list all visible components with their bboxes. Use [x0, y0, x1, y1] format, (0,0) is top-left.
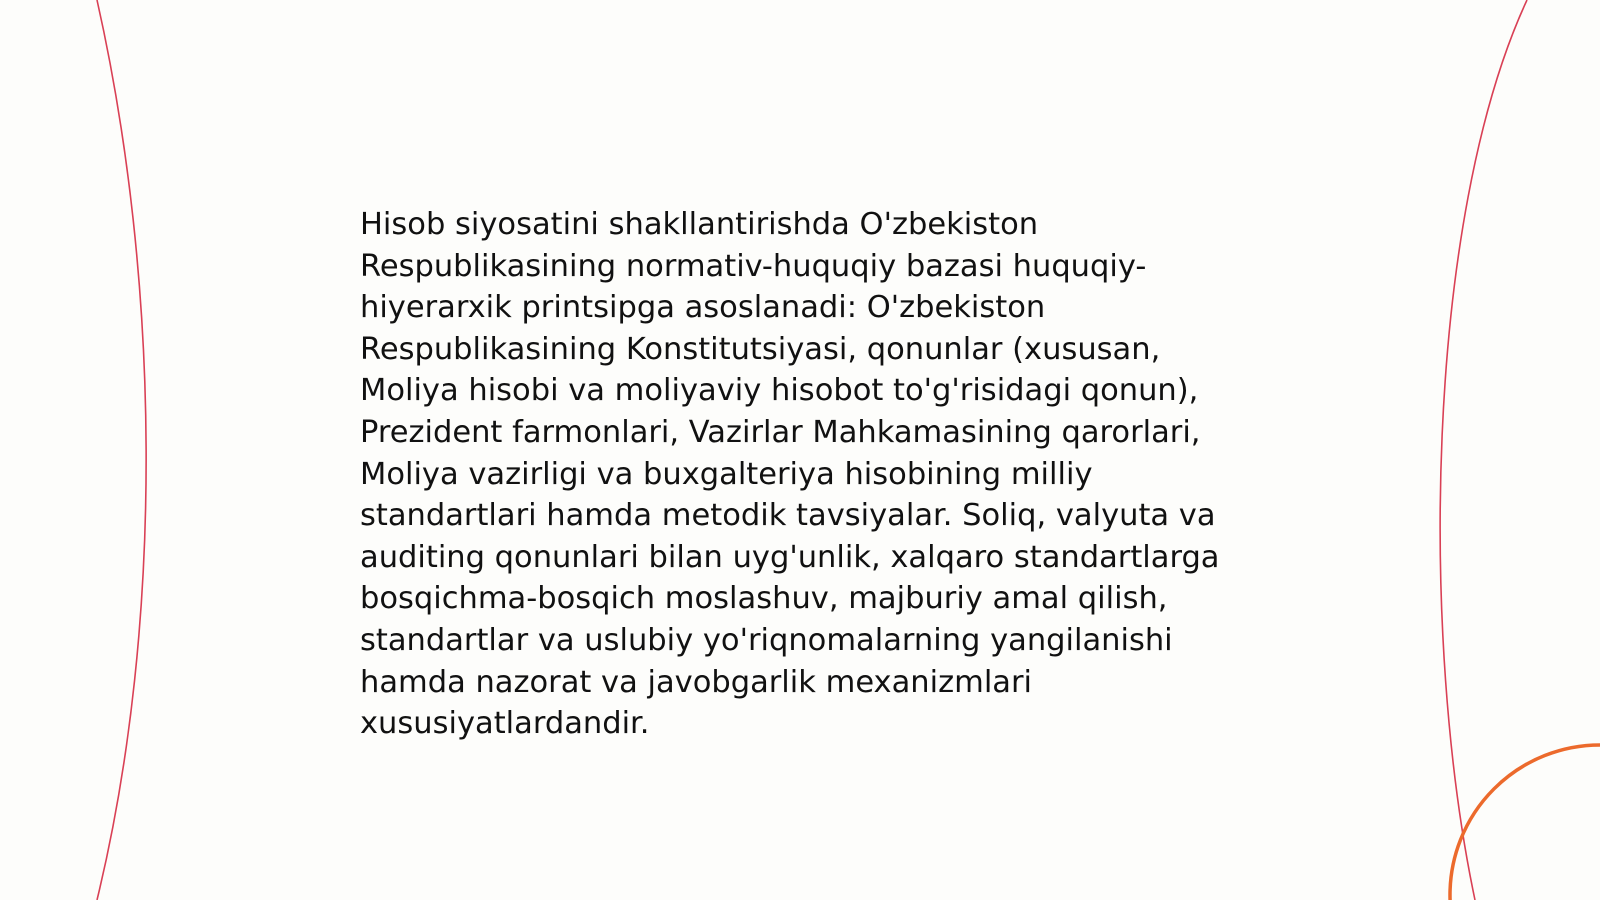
left-curve-line [97, 0, 146, 900]
right-curve-line [1440, 0, 1527, 900]
slide-body-text: Hisob siyosatini shakllantirishda O'zbekiston Respublikasining normativ-huquqiy bazasi huquqiy-hiyerarxik printsipga asoslanadi: O'zbekiston Respublikasining Konstitutsiyasi, qonunlar (xususan, Moliya hisobi va moliyaviy hisobot to'g'risidagi qonun), Prezident farmonlari, Vazirlar Mahkamasining qarorlari, Moliya vazirligi va buxgalteriya hisobining milliy standartlari hamda metodik tavsiyalar. Soliq, valyuta va auditing qonunlari bilan uyg'unlik, xalqaro standartlarga bosqichma-bosqich moslashuv, majburiy amal qilish, standartlar va uslubiy yo'riqnomalarning yangilanishi hamda nazorat va javobgarlik mexanizmlari xususiyatlardandir. [360, 207, 1220, 742]
orange-arc [1450, 745, 1600, 900]
